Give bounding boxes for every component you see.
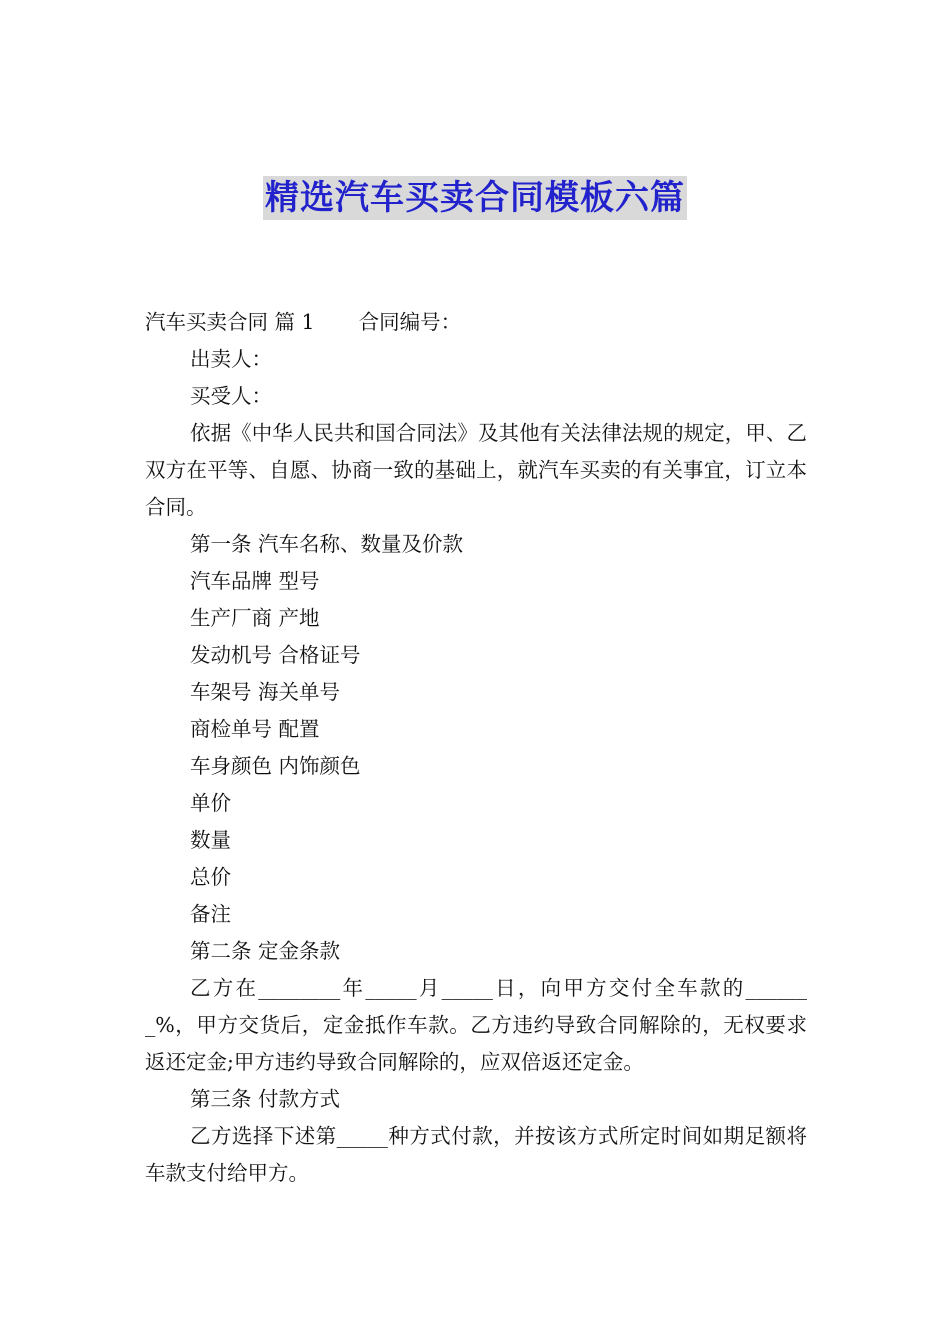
field-line: 生产厂商 产地 xyxy=(190,606,320,630)
contract-heading: 汽车买卖合同 篇 1 xyxy=(145,310,315,334)
document-body xyxy=(145,304,807,1192)
field-line: 数量 xyxy=(190,828,231,852)
article-3-paragraph: 乙方选择下述第_____种方式付款，并按该方式所定时间如期足额将车款支付给甲方。 xyxy=(145,1124,807,1185)
document-title: 精选汽车买卖合同模板六篇 xyxy=(265,178,685,218)
buyer-line: 买受人： xyxy=(190,384,272,408)
contract-header-line xyxy=(145,304,807,341)
field-line: 车身颜色 内饰颜色 xyxy=(190,754,361,778)
field-line: 备注 xyxy=(190,902,231,926)
title-container xyxy=(0,176,950,220)
article-1-heading: 第一条 汽车名称、数量及价款 xyxy=(190,532,464,556)
field-line: 车架号 海关单号 xyxy=(190,680,341,704)
field-line: 发动机号 合格证号 xyxy=(190,643,361,667)
field-line: 总价 xyxy=(190,865,231,889)
contract-number-label: 合同编号： xyxy=(358,310,462,334)
seller-line: 出卖人： xyxy=(190,347,272,371)
field-line: 商检单号 配置 xyxy=(190,717,320,741)
article-2-heading: 第二条 定金条款 xyxy=(190,939,341,963)
field-line: 单价 xyxy=(190,791,231,815)
article-2-paragraph: 乙方在________年_____月_____日，向甲方交付全车款的_______%，甲方交货后，定金抵作车款。乙方违约导致合同解除的，无权要求返还定金;甲方违约导致合同解除的，应双倍返还定金。 xyxy=(145,976,807,1074)
field-line: 汽车品牌 型号 xyxy=(190,569,320,593)
intro-paragraph: 依据《中华人民共和国合同法》及其他有关法律法规的规定，甲、乙双方在平等、自愿、协商一致的基础上，就汽车买卖的有关事宜，订立本合同。 xyxy=(145,421,807,519)
article-3-heading: 第三条 付款方式 xyxy=(190,1087,341,1111)
